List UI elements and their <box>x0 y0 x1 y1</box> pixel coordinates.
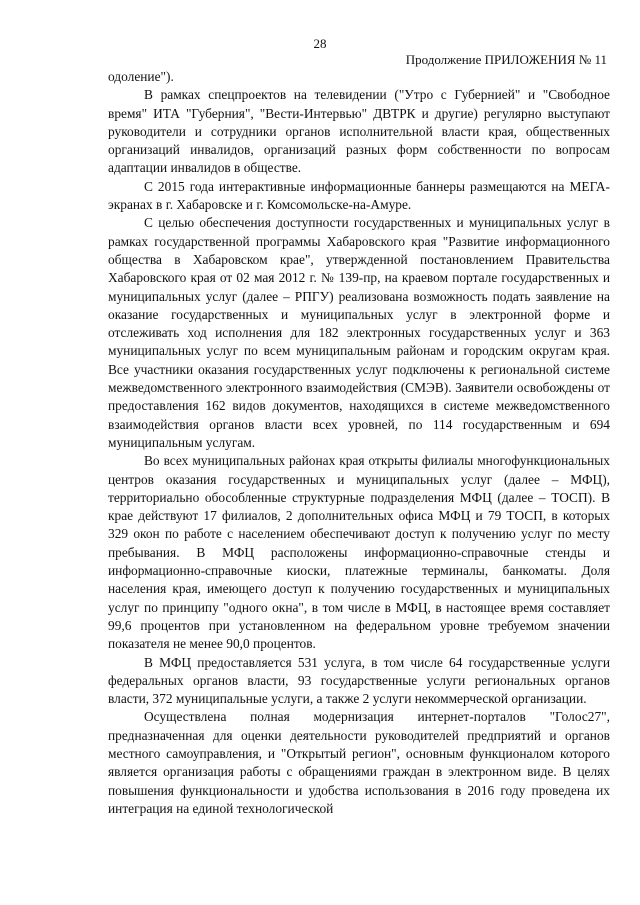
paragraph-mfc-branches: Во всех муниципальных районах края открыты филиалы многофункциональных центров оказания государственных и муниципальных услуг (далее – МФЦ), территориально обособленные структурные подразделения МФЦ (далее – ТОСП). В крае действуют 17 филиалов, 2 дополнительных офиса МФЦ и 79 ТОСП, в которых 329 окон по работе с населением обеспечивают доступ к получению услуг по месту пребывания. В МФЦ расположены информационно-справочные стенды и информационно-справочные киоски, платежные терминалы, банкоматы. Доля населения края, имеющего доступ к получению государственных и муниципальных услуг по принципу "одного окна", в том числе в МФЦ, в настоящее время составляет 99,6 процентов при установленном на федеральном уровне требуемом значении показателя не менее 90,0 процентов. <box>108 453 610 652</box>
paragraph-mfc-services: В МФЦ предоставляется 531 услуга, в том числе 64 государственные услуги федеральных органов власти, 93 государственные услуги региональных органов власти, 372 муниципальные услуги, а также 2 услуги некоммерческой организации. <box>108 654 610 707</box>
document-body <box>108 68 610 818</box>
page-number: 28 <box>313 36 327 51</box>
appendix-continuation-label: Продолжение ПРИЛОЖЕНИЯ № 11 <box>405 52 607 67</box>
paragraph-portals: Осуществлена полная модернизация интернет-порталов "Голос27", предназначенная для оценки деятельности руководителей предприятий и органов местного самоуправления, и "Открытый регион", основным функционалом которого является организация работы с обращениями граждан в электронном виде. В целях повышения функциональности и удобства использования в 2016 году проведена их интеграция на единой технологической <box>108 709 610 816</box>
paragraph-banners: С 2015 года интерактивные информационные баннеры размещаются на МЕГА-экранах в г. Хабаровске и г. Комсомольске-на-Амуре. <box>108 178 610 213</box>
paragraph-continued: одоление"). <box>108 69 174 84</box>
paragraph-tv-projects: В рамках спецпроектов на телевидении ("Утро с Губернией" и "Свободное время" ИТА "Губерния", "Вести-Интервью" ДВТРК и другие) регулярно выступают руководители и сотрудники органов исполнительной власти края, общественных организаций инвалидов, организаций разных форм собственности по вопросам адаптации инвалидов в обществе. <box>108 87 610 176</box>
paragraph-rpgu: С целью обеспечения доступности государственных и муниципальных услуг в рамках государственной программы Хабаровского края "Развитие информационного общества в Хабаровском крае", утвержденной постановлением Правительства Хабаровского края от 02 мая 2012 г. № 139-пр, на краевом портале государственных и муниципальных услуг (далее – РПГУ) реализована возможность подать заявление на оказание государственных и муниципальных услуг в электронной форме и отслеживать ход исполнения для 182 электронных государственных услуг и 363 муниципальных услуг по всем муниципальным районам и городским округам края. Все участники оказания государственных услуг подключены к региональной системе межведомственного электронного взаимодействия (СМЭВ). Заявители освобождены от предоставления 162 видов документов, находящихся в системе межведомственного взаимодействия органов власти всех уровней, по 114 государственным и 694 муниципальным услугам. <box>108 215 610 450</box>
